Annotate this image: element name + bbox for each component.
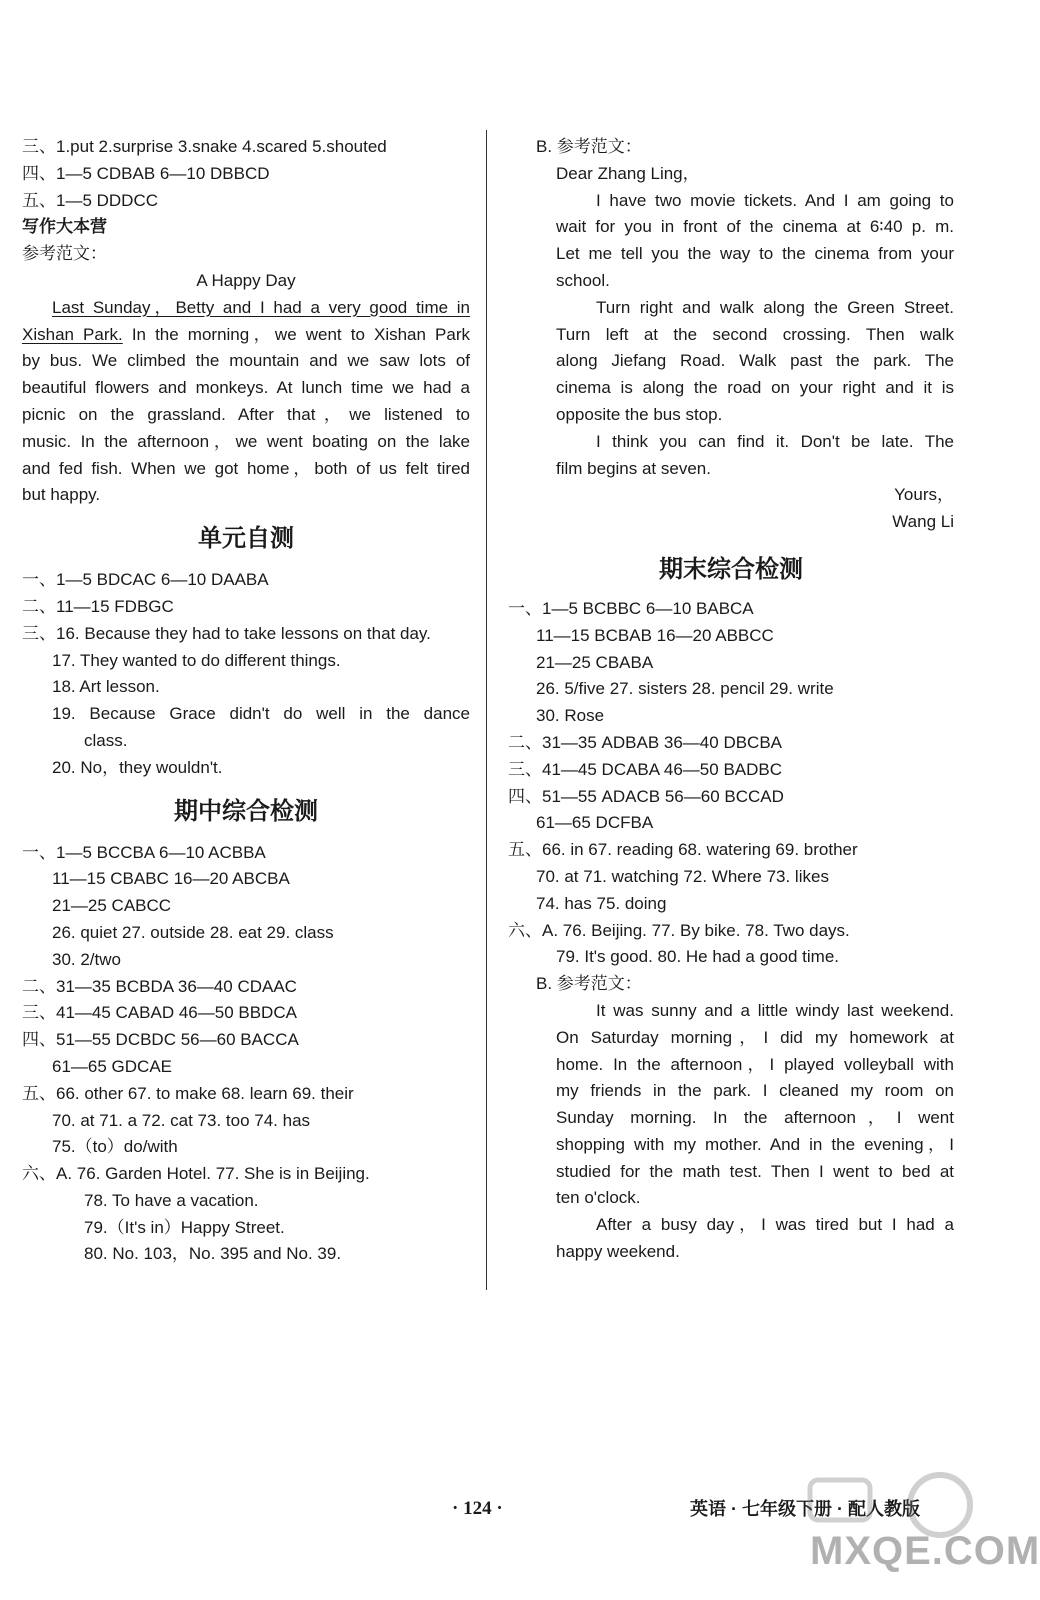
letter-line: Turn left at the second crossing. Then walk xyxy=(556,324,954,344)
answer-line: 11—15 BCBAB 16—20 ABBCC xyxy=(536,625,774,645)
column-divider xyxy=(486,130,487,1290)
answer-line: 三、41—45 DCABA 46—50 BADBC xyxy=(508,759,783,779)
answer-line: 21—25 CBABA xyxy=(536,652,654,672)
answer-line: 四、1—5 CDBAB 6—10 DBBCD xyxy=(22,163,270,183)
midterm-heading: 期中综合检测 xyxy=(174,797,318,825)
essay-line: shopping with my mother. And in the evening，I xyxy=(556,1134,954,1154)
answer-line: 79.（It's in）Happy Street. xyxy=(84,1217,285,1237)
letter-line: cinema is along the road on your right and it is xyxy=(556,378,954,398)
essay-line: It was sunny and a little windy last weekend. xyxy=(596,1000,954,1020)
essay-line: music. In the afternoon，we went boating on the lake xyxy=(22,431,470,451)
answer-line: 61—65 GDCAE xyxy=(52,1056,172,1076)
answer-line: 20. No，they wouldn't. xyxy=(52,757,223,777)
answer-line: 18. Art lesson. xyxy=(52,677,160,697)
essay-line: beautiful flowers and monkeys. At lunch time we had a xyxy=(22,378,470,398)
letter-closing: Yours， xyxy=(894,485,954,505)
answer-line: 75.（to）do/with xyxy=(52,1137,178,1157)
answer-line: 61—65 DCFBA xyxy=(536,813,654,833)
answer-line: 一、1—5 BCCBA 6—10 ACBBA xyxy=(22,842,266,862)
letter-line: film begins at seven. xyxy=(556,458,711,478)
reference-label: 参考范文： xyxy=(22,244,107,264)
essay-line: On Saturday morning，I did my homework at xyxy=(556,1027,954,1047)
essay-line: studied for the math test. Then I went to bed at xyxy=(556,1161,954,1181)
letter-line: opposite the bus stop. xyxy=(556,404,723,424)
answer-line: 70. at 71. a 72. cat 73. too 74. has xyxy=(52,1110,311,1130)
essay-line: happy weekend. xyxy=(556,1242,680,1262)
essay-line xyxy=(22,295,470,322)
answer-line: 四、51—55 ADACB 56—60 BCCAD xyxy=(508,786,784,806)
answer-line: 26. quiet 27. outside 28. eat 29. class xyxy=(52,922,334,942)
answer-line: 78. To have a vacation. xyxy=(84,1190,259,1210)
answer-line: class. xyxy=(84,730,128,750)
essay-underlined: Last Sunday，Betty and I had a very good time in xyxy=(52,297,470,317)
reference-label: B. 参考范文： xyxy=(536,974,642,994)
essay-line: but happy. xyxy=(22,485,101,505)
essay-underlined: Xishan Park. xyxy=(22,324,123,344)
answer-line: 17. They wanted to do different things. xyxy=(52,650,341,670)
essay-line: Sunday morning. In the afternoon，I went xyxy=(556,1108,954,1128)
essay-line xyxy=(22,322,470,349)
letter-line: Let me tell you the way to the cinema from your xyxy=(556,244,954,264)
answer-line: 二、11—15 FDBGC xyxy=(22,596,174,616)
essay-line: home. In the afternoon，I played volleyball with xyxy=(556,1054,954,1074)
answer-line: 三、41—45 CABAD 46—50 BBDCA xyxy=(22,1003,297,1023)
right-column xyxy=(508,134,954,1266)
answer-line: 70. at 71. watching 72. Where 73. likes xyxy=(536,866,829,886)
reference-label: B. 参考范文： xyxy=(536,137,642,156)
answer-line: 五、66. other 67. to make 68. learn 69. their xyxy=(22,1083,354,1103)
essay-line: my friends in the park. I cleaned my room on xyxy=(556,1081,954,1101)
essay-line: by bus. We climbed the mountain and we saw lots of xyxy=(22,351,470,371)
watermark-text: MXQE.COM xyxy=(810,1529,1040,1573)
answer-line: 19. Because Grace didn't do well in the dance xyxy=(52,704,470,724)
answer-line: 30. 2/two xyxy=(52,949,121,969)
answer-line: 30. Rose xyxy=(536,706,605,726)
answer-line: 五、1—5 DDDCC xyxy=(22,190,159,210)
answer-line: 80. No. 103，No. 395 and No. 39. xyxy=(84,1244,342,1264)
answer-line: 五、66. in 67. reading 68. watering 69. brother xyxy=(508,840,858,860)
essay-title: A Happy Day xyxy=(196,270,296,290)
answer-line: 四、51—55 DCBDC 56—60 BACCA xyxy=(22,1030,299,1050)
answer-line: 26. 5/five 27. sisters 28. pencil 29. write xyxy=(536,679,834,699)
answer-line: 三、1.put 2.surprise 3.snake 4.scared 5.shouted xyxy=(22,137,387,156)
answer-line: 79. It's good. 80. He had a good time. xyxy=(556,947,839,967)
book-title: 英语 · 七年级下册 · 配人教版 xyxy=(690,1499,920,1519)
letter-signature: Wang Li xyxy=(892,512,954,532)
essay-line: picnic on the grassland. After that，we listened to xyxy=(22,404,470,424)
final-heading: 期末综合检测 xyxy=(659,555,803,583)
letter-line: I have two movie tickets. And I am going to xyxy=(596,190,954,210)
answer-line: 74. has 75. doing xyxy=(536,893,667,913)
letter-line: school. xyxy=(556,270,610,290)
writing-heading: 写作大本营 xyxy=(22,217,107,237)
letter-salutation: Dear Zhang Ling， xyxy=(556,163,700,183)
page-number: · 124 · xyxy=(452,1498,503,1519)
left-column xyxy=(22,134,470,1268)
answer-line: 三、16. Because they had to take lessons on that day. xyxy=(22,623,431,643)
answer-line: 一、1—5 BDCAC 6—10 DAABA xyxy=(22,570,269,590)
letter-line: along Jiefang Road. Walk past the park. The xyxy=(556,351,954,371)
letter-line: I think you can find it. Don't be late. The xyxy=(596,431,954,451)
answer-line: 一、1—5 BCBBC 6—10 BABCA xyxy=(508,598,754,618)
answer-line: 六、A. 76. Beijing. 77. By bike. 78. Two days. xyxy=(508,920,850,940)
essay-text: In the morning，we went to Xishan Park xyxy=(122,324,470,344)
letter-line: Turn right and walk along the Green Street. xyxy=(596,297,954,317)
essay-line: ten o'clock. xyxy=(556,1188,641,1208)
answer-line: 二、31—35 ADBAB 36—40 DBCBA xyxy=(508,732,783,752)
answer-line: 二、31—35 BCBDA 36—40 CDAAC xyxy=(22,976,297,996)
essay-line: After a busy day，I was tired but I had a xyxy=(596,1215,954,1235)
essay-line: and fed fish. When we got home，both of us felt tired xyxy=(22,458,470,478)
letter-line: wait for you in front of the cinema at 6∶40 p. m. xyxy=(556,217,954,237)
answer-line: 11—15 CBABC 16—20 ABCBA xyxy=(52,869,290,889)
answer-line: 六、A. 76. Garden Hotel. 77. She is in Beijing. xyxy=(22,1164,370,1184)
unit-test-heading: 单元自测 xyxy=(198,525,294,553)
answer-line: 21—25 CABCC xyxy=(52,896,172,916)
